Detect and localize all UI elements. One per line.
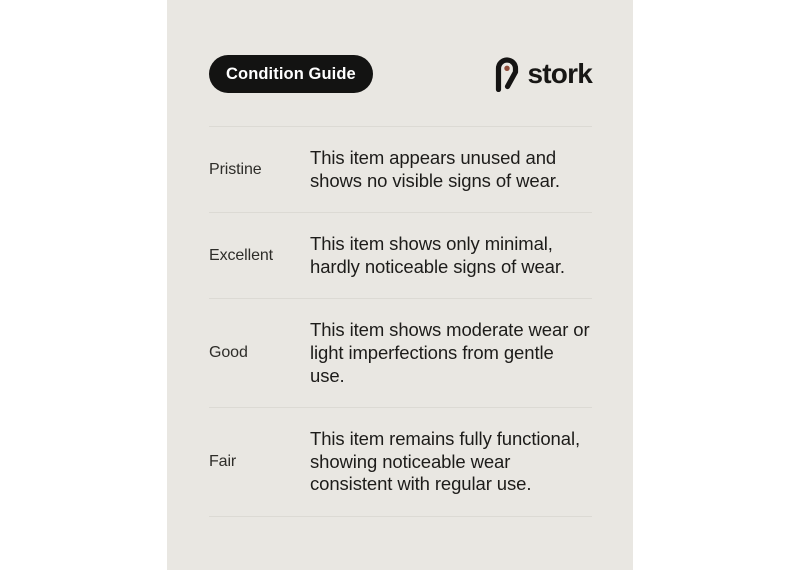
condition-label: Fair — [209, 453, 237, 471]
condition-description: This item remains fully functional, showing noticeable wear consistent with regular use. — [310, 428, 580, 495]
condition-row-pristine — [209, 126, 592, 212]
condition-label: Pristine — [209, 160, 262, 178]
condition-description: This item shows only minimal, hardly noticeable signs of wear. — [310, 233, 565, 277]
condition-row-excellent — [209, 212, 592, 298]
stork-bird-icon — [493, 56, 521, 92]
badge-label: Condition Guide — [226, 64, 356, 83]
condition-row-fair — [209, 407, 592, 516]
stork-logo — [493, 56, 592, 92]
condition-description: This item shows moderate wear or light imperfections from gentle use. — [310, 319, 590, 386]
stork-wordmark: stork — [527, 58, 592, 89]
condition-list — [209, 126, 592, 517]
condition-label: Excellent — [209, 246, 274, 264]
condition-guide-card — [167, 0, 633, 570]
card-header — [167, 0, 633, 93]
condition-description: This item appears unused and shows no visible signs of wear. — [310, 147, 560, 191]
condition-label: Good — [209, 344, 248, 362]
condition-row-good — [209, 298, 592, 407]
condition-guide-badge — [209, 55, 373, 93]
